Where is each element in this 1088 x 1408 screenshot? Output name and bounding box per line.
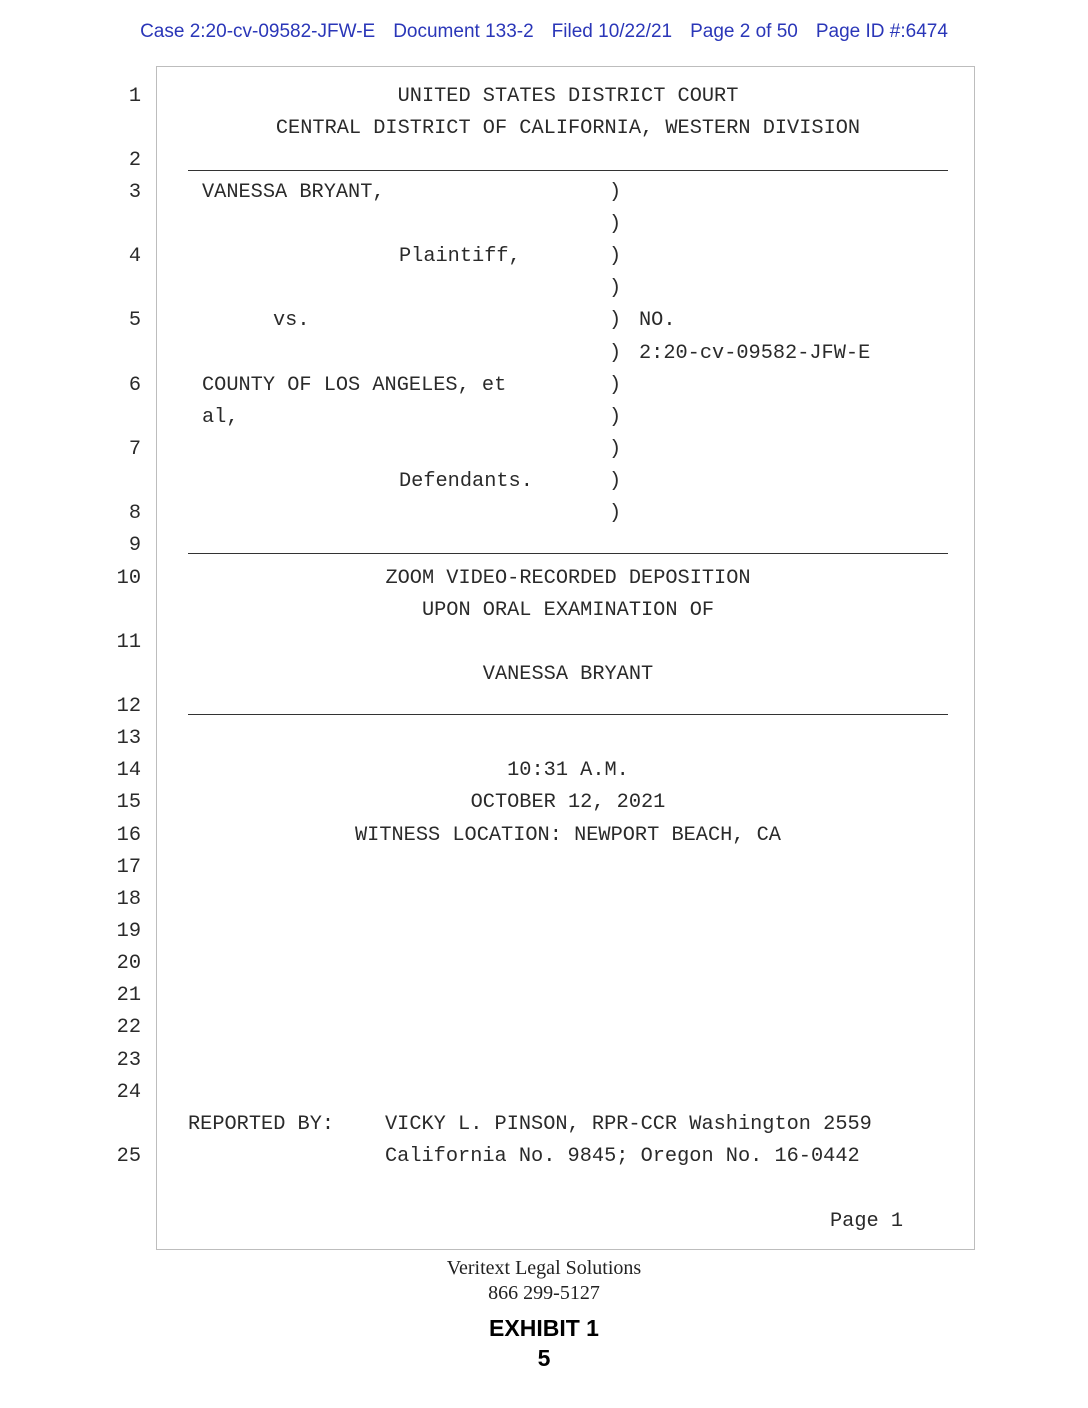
line-number: 25 [116,1145,141,1168]
line-number: 9 [128,534,141,557]
defendant-name: COUNTY OF LOS ANGELES, et [202,374,507,397]
caption-paren: ) [609,342,622,365]
deposition-time: 10:31 A.M. [507,759,629,782]
exhibit-page-number: 5 [537,1345,551,1371]
line-number: 15 [116,791,141,814]
transcript-page-label: Page 1 [830,1210,904,1233]
plaintiff-name: VANESSA BRYANT, [202,181,385,204]
caption-paren: ) [609,309,622,332]
filing-header [0,21,1088,43]
witness-location: WITNESS LOCATION: NEWPORT BEACH, CA [355,824,781,847]
caption-paren: ) [609,502,622,525]
court-name: UNITED STATES DISTRICT COURT [397,85,739,108]
line-number: 11 [116,631,141,654]
deposition-subtitle: UPON ORAL EXAMINATION OF [421,599,715,622]
line-number: 6 [128,374,141,397]
caption-bottom-rule [188,553,948,554]
line-number: 16 [116,824,141,847]
reporter-line-2: California No. 9845; Oregon No. 16-0442 [385,1145,860,1168]
caption-paren: ) [609,406,622,429]
transcript-page-frame [156,66,975,1250]
case-number: Case 2:20-cv-09582-JFW-E [140,21,376,42]
deposition-title: ZOOM VIDEO-RECORDED DEPOSITION [385,567,751,590]
line-number: 20 [116,952,141,975]
caption-paren: ) [609,277,622,300]
case-no-value: 2:20-cv-09582-JFW-E [639,342,871,365]
document-number: Document 133-2 [393,21,534,42]
line-number: 10 [116,567,141,590]
versus: vs. [273,309,310,332]
reporter-line-1: VICKY L. PINSON, RPR-CCR Washington 2559 [385,1113,872,1136]
defendant-role: Defendants. [399,470,533,493]
caption-paren: ) [609,470,622,493]
line-number: 24 [116,1081,141,1104]
footer-phone: 866 299-5127 [488,1282,600,1304]
line-number: 4 [128,245,141,268]
witness-name: VANESSA BRYANT [482,663,654,686]
line-number: 12 [116,695,141,718]
caption-top-rule [188,170,948,171]
line-number: 1 [128,85,141,108]
caption-paren: ) [609,438,622,461]
line-number: 22 [116,1016,141,1039]
line-number: 2 [128,149,141,172]
page-of: Page 2 of 50 [690,21,798,42]
plaintiff-role: Plaintiff, [399,245,521,268]
line-number: 7 [128,438,141,461]
line-number: 17 [116,856,141,879]
line-number: 13 [116,727,141,750]
line-number: 5 [128,309,141,332]
case-no-label: NO. [639,309,676,332]
title-bottom-rule [188,714,948,715]
exhibit-label: EXHIBIT 1 [489,1315,599,1341]
reporter-label: REPORTED BY: [188,1113,335,1136]
caption-paren: ) [609,374,622,397]
line-number: 14 [116,759,141,782]
court-district: CENTRAL DISTRICT OF CALIFORNIA, WESTERN DIVISION [275,117,861,140]
line-number: 18 [116,888,141,911]
caption-paren: ) [609,181,622,204]
line-number: 19 [116,920,141,943]
footer-company: Veritext Legal Solutions [446,1257,642,1279]
deposition-date: OCTOBER 12, 2021 [470,791,666,814]
line-number: 23 [116,1049,141,1072]
line-number: 21 [116,984,141,1007]
caption-paren: ) [609,213,622,236]
caption-paren: ) [609,245,622,268]
filed-date: Filed 10/22/21 [551,21,673,42]
page-id: Page ID #:6474 [815,21,948,42]
line-number: 3 [128,181,141,204]
defendant-name-cont: al, [202,406,239,429]
line-number: 8 [128,502,141,525]
